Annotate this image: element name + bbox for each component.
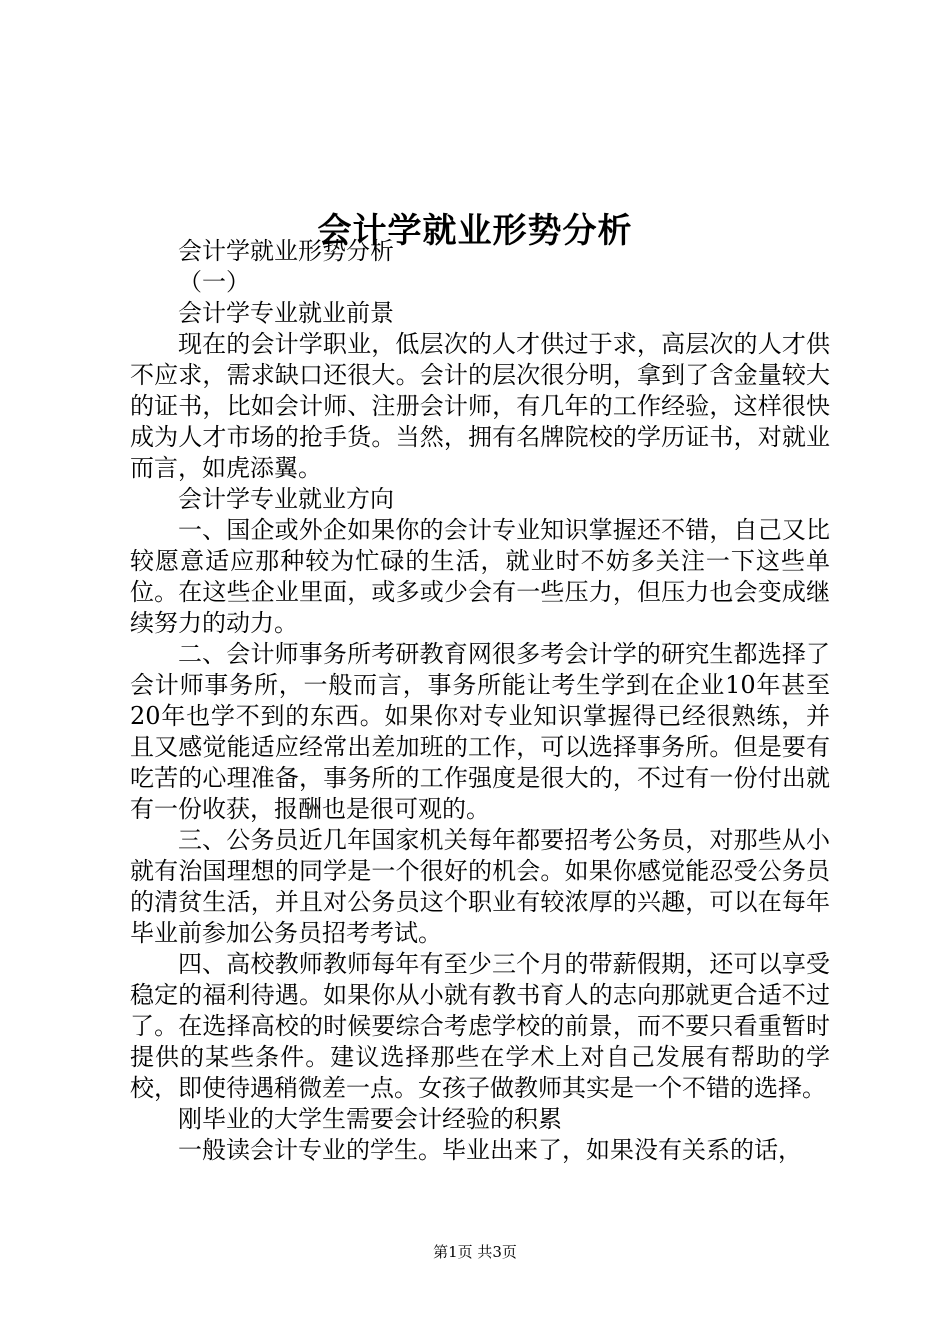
page-footer: 第1页 共3页 [433,1243,517,1261]
heading-graduate-experience: 刚毕业的大学生需要会计经验的积累 [178,1105,562,1133]
paragraph-graduate-experience: 一般读会计专业的学生。毕业出来了，如果没有关系的话， [178,1136,802,1164]
heading-employment-direction: 会计学专业就业方向 [178,485,394,513]
paragraph-accounting-firm: 二、会计师事务所考研教育网很多考会计学的研究生都选择了会计师事务所，一般而言，事务所能让考生学到在企业10年甚至20年也学不到的东西。如果你对专业知识掌握得已经很熟练，并且又感觉能适应经常出差加班的工作，可以选择事务所。但是要有吃苦的心理准备，事务所的工作强度是很大的，不过有一份付出就有一份收获，报酬也是很可观的。 [130,640,830,823]
paragraph-university-teacher: 四、高校教师教师每年有至少三个月的带薪假期，还可以享受稳定的福利待遇。如果你从小就有教书育人的志向那就更合适不过了。在选择高校的时候要综合考虑学校的前景，而不要只看重暂时提供的某些条件。建议选择那些在学术上对自己发展有帮助的学校，即使待遇稍微差一点。女孩子做教师其实是一个不错的选择。 [130,950,830,1102]
paragraph-state-foreign-enterprise: 一、国企或外企如果你的会计专业知识掌握还不错，自己又比较愿意适应那种较为忙碌的生活，就业时不妨多关注一下这些单位。在这些企业里面，或多或少会有一些压力，但压力也会变成继续努力的动力。 [130,516,830,637]
paragraph-subtitle: 会计学就业形势分析 [178,237,394,265]
paragraph-section-number: （一） [178,268,250,296]
heading-employment-prospects: 会计学专业就业前景 [178,299,394,327]
paragraph-prospects: 现在的会计学职业，低层次的人才供过于求，高层次的人才供不应求，需求缺口还很大。会计的层次很分明，拿到了含金量较大的证书，比如会计师、注册会计师，有几年的工作经验，这样很快成为人才市场的抢手货。当然，拥有名牌院校的学历证书，对就业而言，如虎添翼。 [130,330,830,482]
paragraph-civil-servant: 三、公务员近几年国家机关每年都要招考公务员，对那些从小就有治国理想的同学是一个很好的机会。如果你感觉能忍受公务员的清贫生活，并且对公务员这个职业有较浓厚的兴趣，可以在每年毕业前参加公务员招考考试。 [130,826,830,947]
document-title: 会计学就业形势分析 [317,210,633,251]
document-body [130,236,830,1166]
